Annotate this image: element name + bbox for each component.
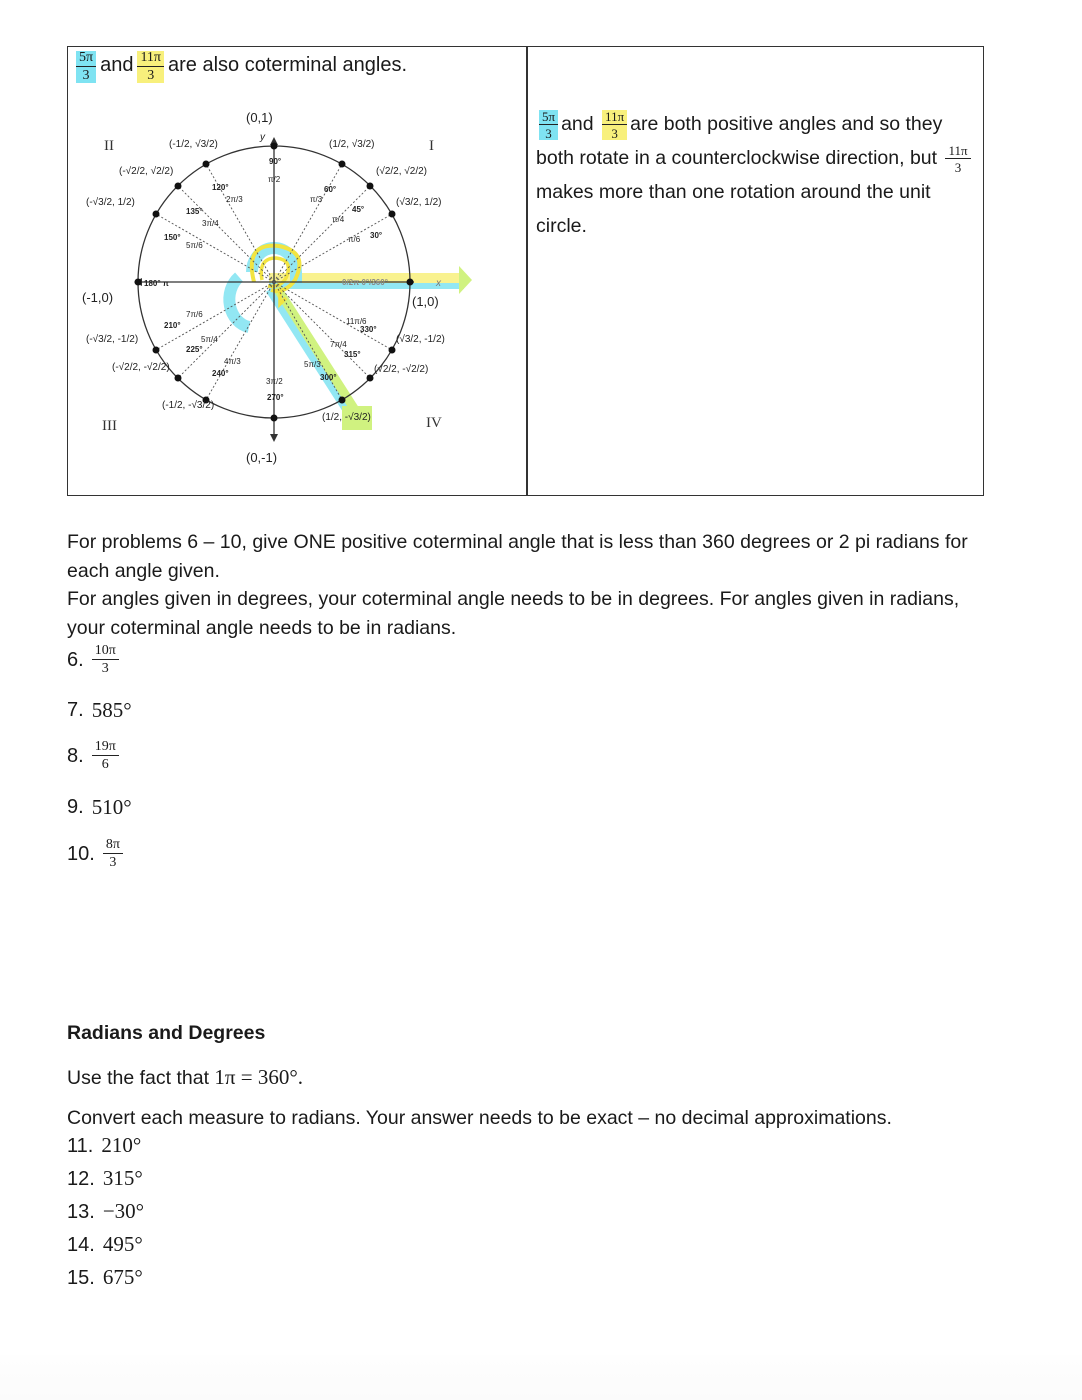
explanation-and: and	[561, 113, 594, 135]
svg-text:x: x	[436, 278, 441, 289]
explanation-part1: are both positive angles and so they both rotate in a counterclockwise direction, but	[536, 113, 943, 169]
svg-text:30°: 30°	[370, 231, 383, 240]
problem-number: 6.	[67, 648, 84, 671]
svg-text:(-1/2, -√3/2): (-1/2, -√3/2)	[162, 400, 215, 411]
numerator: 5π	[76, 51, 96, 67]
problem-12	[67, 1166, 143, 1191]
svg-text:(√2/2, √2/2): (√2/2, √2/2)	[376, 166, 427, 177]
svg-text:270°: 270°	[267, 393, 284, 402]
convert-instructions: Convert each measure to radians. Your answer needs to be exact – no decimal approximations.	[67, 1107, 892, 1129]
problem-value: 510°	[91, 795, 132, 819]
svg-text:300°: 300°	[320, 373, 337, 382]
svg-text:7π/4: 7π/4	[330, 340, 347, 349]
problem-6	[67, 644, 119, 676]
svg-text:3π/2: 3π/2	[266, 377, 283, 386]
instruction-line-1: For problems 6 – 10, give ONE positive coterminal angle that is less than 360 degrees or 2 pi radians for each angle given.	[67, 531, 968, 582]
problem-value: −30°	[102, 1199, 145, 1223]
table-divider	[526, 47, 528, 495]
problem-value: 315°	[102, 1166, 143, 1190]
fact-prefix: Use the fact that	[67, 1067, 209, 1089]
section-title: Radians and Degrees	[67, 1022, 266, 1044]
svg-text:150°: 150°	[164, 233, 181, 242]
svg-text:(0,-1): (0,-1)	[246, 450, 278, 465]
example-table	[67, 46, 984, 496]
svg-text:π/3: π/3	[310, 195, 323, 204]
problem-8	[67, 740, 119, 772]
denominator: 3	[954, 159, 962, 175]
problem-fraction	[103, 838, 123, 870]
svg-text:210°: 210°	[164, 321, 181, 330]
denominator: 3	[101, 661, 109, 676]
problem-number: 7.	[67, 699, 84, 721]
svg-text:π/4: π/4	[332, 215, 345, 224]
svg-text:(√3/2, 1/2): (√3/2, 1/2)	[396, 197, 442, 208]
svg-text:5π/3: 5π/3	[304, 360, 321, 369]
svg-text:π/6: π/6	[348, 235, 361, 244]
problem-10	[67, 838, 123, 870]
svg-text:180° π: 180° π	[144, 279, 169, 288]
quadrant-II: II	[104, 138, 114, 154]
problem-13	[67, 1199, 144, 1224]
caption-rest: are also coterminal angles.	[168, 53, 408, 76]
numerator: 10π	[92, 644, 119, 660]
quadrant-I: I	[429, 138, 434, 154]
svg-text:(√3/2, -1/2): (√3/2, -1/2)	[396, 334, 445, 345]
svg-text:5π/6: 5π/6	[186, 241, 203, 250]
numerator: 8π	[103, 838, 123, 854]
fraction-5pi-3	[539, 110, 558, 140]
denominator: 3	[611, 125, 618, 141]
svg-text:(1/2, -√3/2): (1/2, -√3/2)	[322, 412, 371, 423]
svg-text:y: y	[260, 132, 265, 143]
coterminal-instructions	[67, 528, 997, 642]
problem-number: 13.	[67, 1201, 95, 1223]
numerator: 11π	[137, 51, 164, 67]
numerator: 19π	[92, 740, 119, 756]
svg-text:(-√2/2, -√2/2): (-√2/2, -√2/2)	[112, 362, 170, 373]
problem-number: 15.	[67, 1267, 95, 1289]
svg-text:(-1/2, √3/2): (-1/2, √3/2)	[169, 139, 218, 150]
quadrant-IV: IV	[426, 415, 442, 431]
svg-text:45°: 45°	[352, 205, 365, 214]
svg-text:11π/6: 11π/6	[346, 317, 367, 326]
problem-number: 12.	[67, 1168, 95, 1190]
problem-value: 585°	[91, 698, 132, 722]
quadrant-III: III	[102, 418, 117, 434]
svg-text:240°: 240°	[212, 369, 229, 378]
page-bottom-fade	[0, 1355, 1082, 1400]
fraction-5pi-3	[76, 51, 96, 83]
explanation-text	[536, 107, 976, 243]
svg-text:120°: 120°	[212, 183, 229, 192]
svg-text:(1,0): (1,0)	[412, 294, 439, 309]
svg-text:π/2: π/2	[268, 175, 281, 184]
problem-value: 495°	[102, 1232, 143, 1256]
problem-fraction	[92, 740, 119, 772]
conversion-fact	[67, 1065, 303, 1090]
problem-number: 9.	[67, 796, 84, 818]
svg-text:315°: 315°	[344, 350, 361, 359]
svg-text:(-√2/2, √2/2): (-√2/2, √2/2)	[119, 166, 174, 177]
numerator: 11π	[602, 110, 627, 125]
svg-text:225°: 225°	[186, 345, 203, 354]
instruction-line-2: For angles given in degrees, your coterminal angle needs to be in degrees. For angles given in radians, your coterminal angle needs to be in radians.	[67, 588, 960, 639]
problem-fraction	[92, 644, 119, 676]
svg-text:(1/2, √3/2): (1/2, √3/2)	[329, 139, 375, 150]
denominator: 3	[147, 68, 155, 83]
denominator: 3	[109, 855, 117, 870]
fact-math: 1π = 360°.	[214, 1065, 304, 1089]
fraction-11pi-3	[137, 51, 164, 83]
problem-11	[67, 1133, 141, 1158]
left-caption	[76, 51, 407, 83]
svg-text:(-1,0): (-1,0)	[82, 290, 114, 305]
problem-15	[67, 1265, 143, 1290]
explanation-part2: makes more than one rotation around the unit circle.	[536, 181, 931, 237]
fraction-11pi-3	[602, 110, 627, 140]
caption-and: and	[100, 53, 134, 76]
unit-circle-diagram	[74, 102, 474, 472]
svg-text:2π/3: 2π/3	[226, 195, 243, 204]
numerator: 5π	[539, 110, 558, 125]
svg-text:(-√3/2, -1/2): (-√3/2, -1/2)	[86, 334, 139, 345]
svg-text:90°: 90°	[269, 157, 282, 166]
svg-text:3π/4: 3π/4	[202, 219, 219, 228]
svg-text:4π/3: 4π/3	[224, 357, 241, 366]
problem-value: 210°	[101, 1133, 142, 1157]
svg-text:0/2π 0°/360°: 0/2π 0°/360°	[342, 278, 388, 287]
problem-7	[67, 698, 132, 723]
svg-text:330°: 330°	[360, 325, 377, 334]
problem-number: 10.	[67, 842, 95, 865]
denominator: 6	[101, 757, 109, 772]
svg-text:(0,1): (0,1)	[246, 110, 273, 125]
problem-14	[67, 1232, 143, 1257]
problem-number: 14.	[67, 1234, 95, 1256]
numerator: 11π	[945, 144, 970, 159]
problem-number: 11.	[67, 1135, 94, 1157]
problem-value: 675°	[102, 1265, 143, 1289]
svg-text:135°: 135°	[186, 207, 203, 216]
problem-9	[67, 795, 132, 820]
svg-text:7π/6: 7π/6	[186, 310, 203, 319]
problem-number: 8.	[67, 744, 84, 767]
fraction-11pi-3	[945, 144, 970, 174]
denominator: 3	[545, 125, 552, 141]
svg-text:60°: 60°	[324, 185, 337, 194]
denominator: 3	[82, 68, 90, 83]
svg-text:(-√3/2, 1/2): (-√3/2, 1/2)	[86, 197, 135, 208]
svg-text:(√2/2, -√2/2): (√2/2, -√2/2)	[374, 364, 429, 375]
svg-text:5π/4: 5π/4	[201, 335, 218, 344]
